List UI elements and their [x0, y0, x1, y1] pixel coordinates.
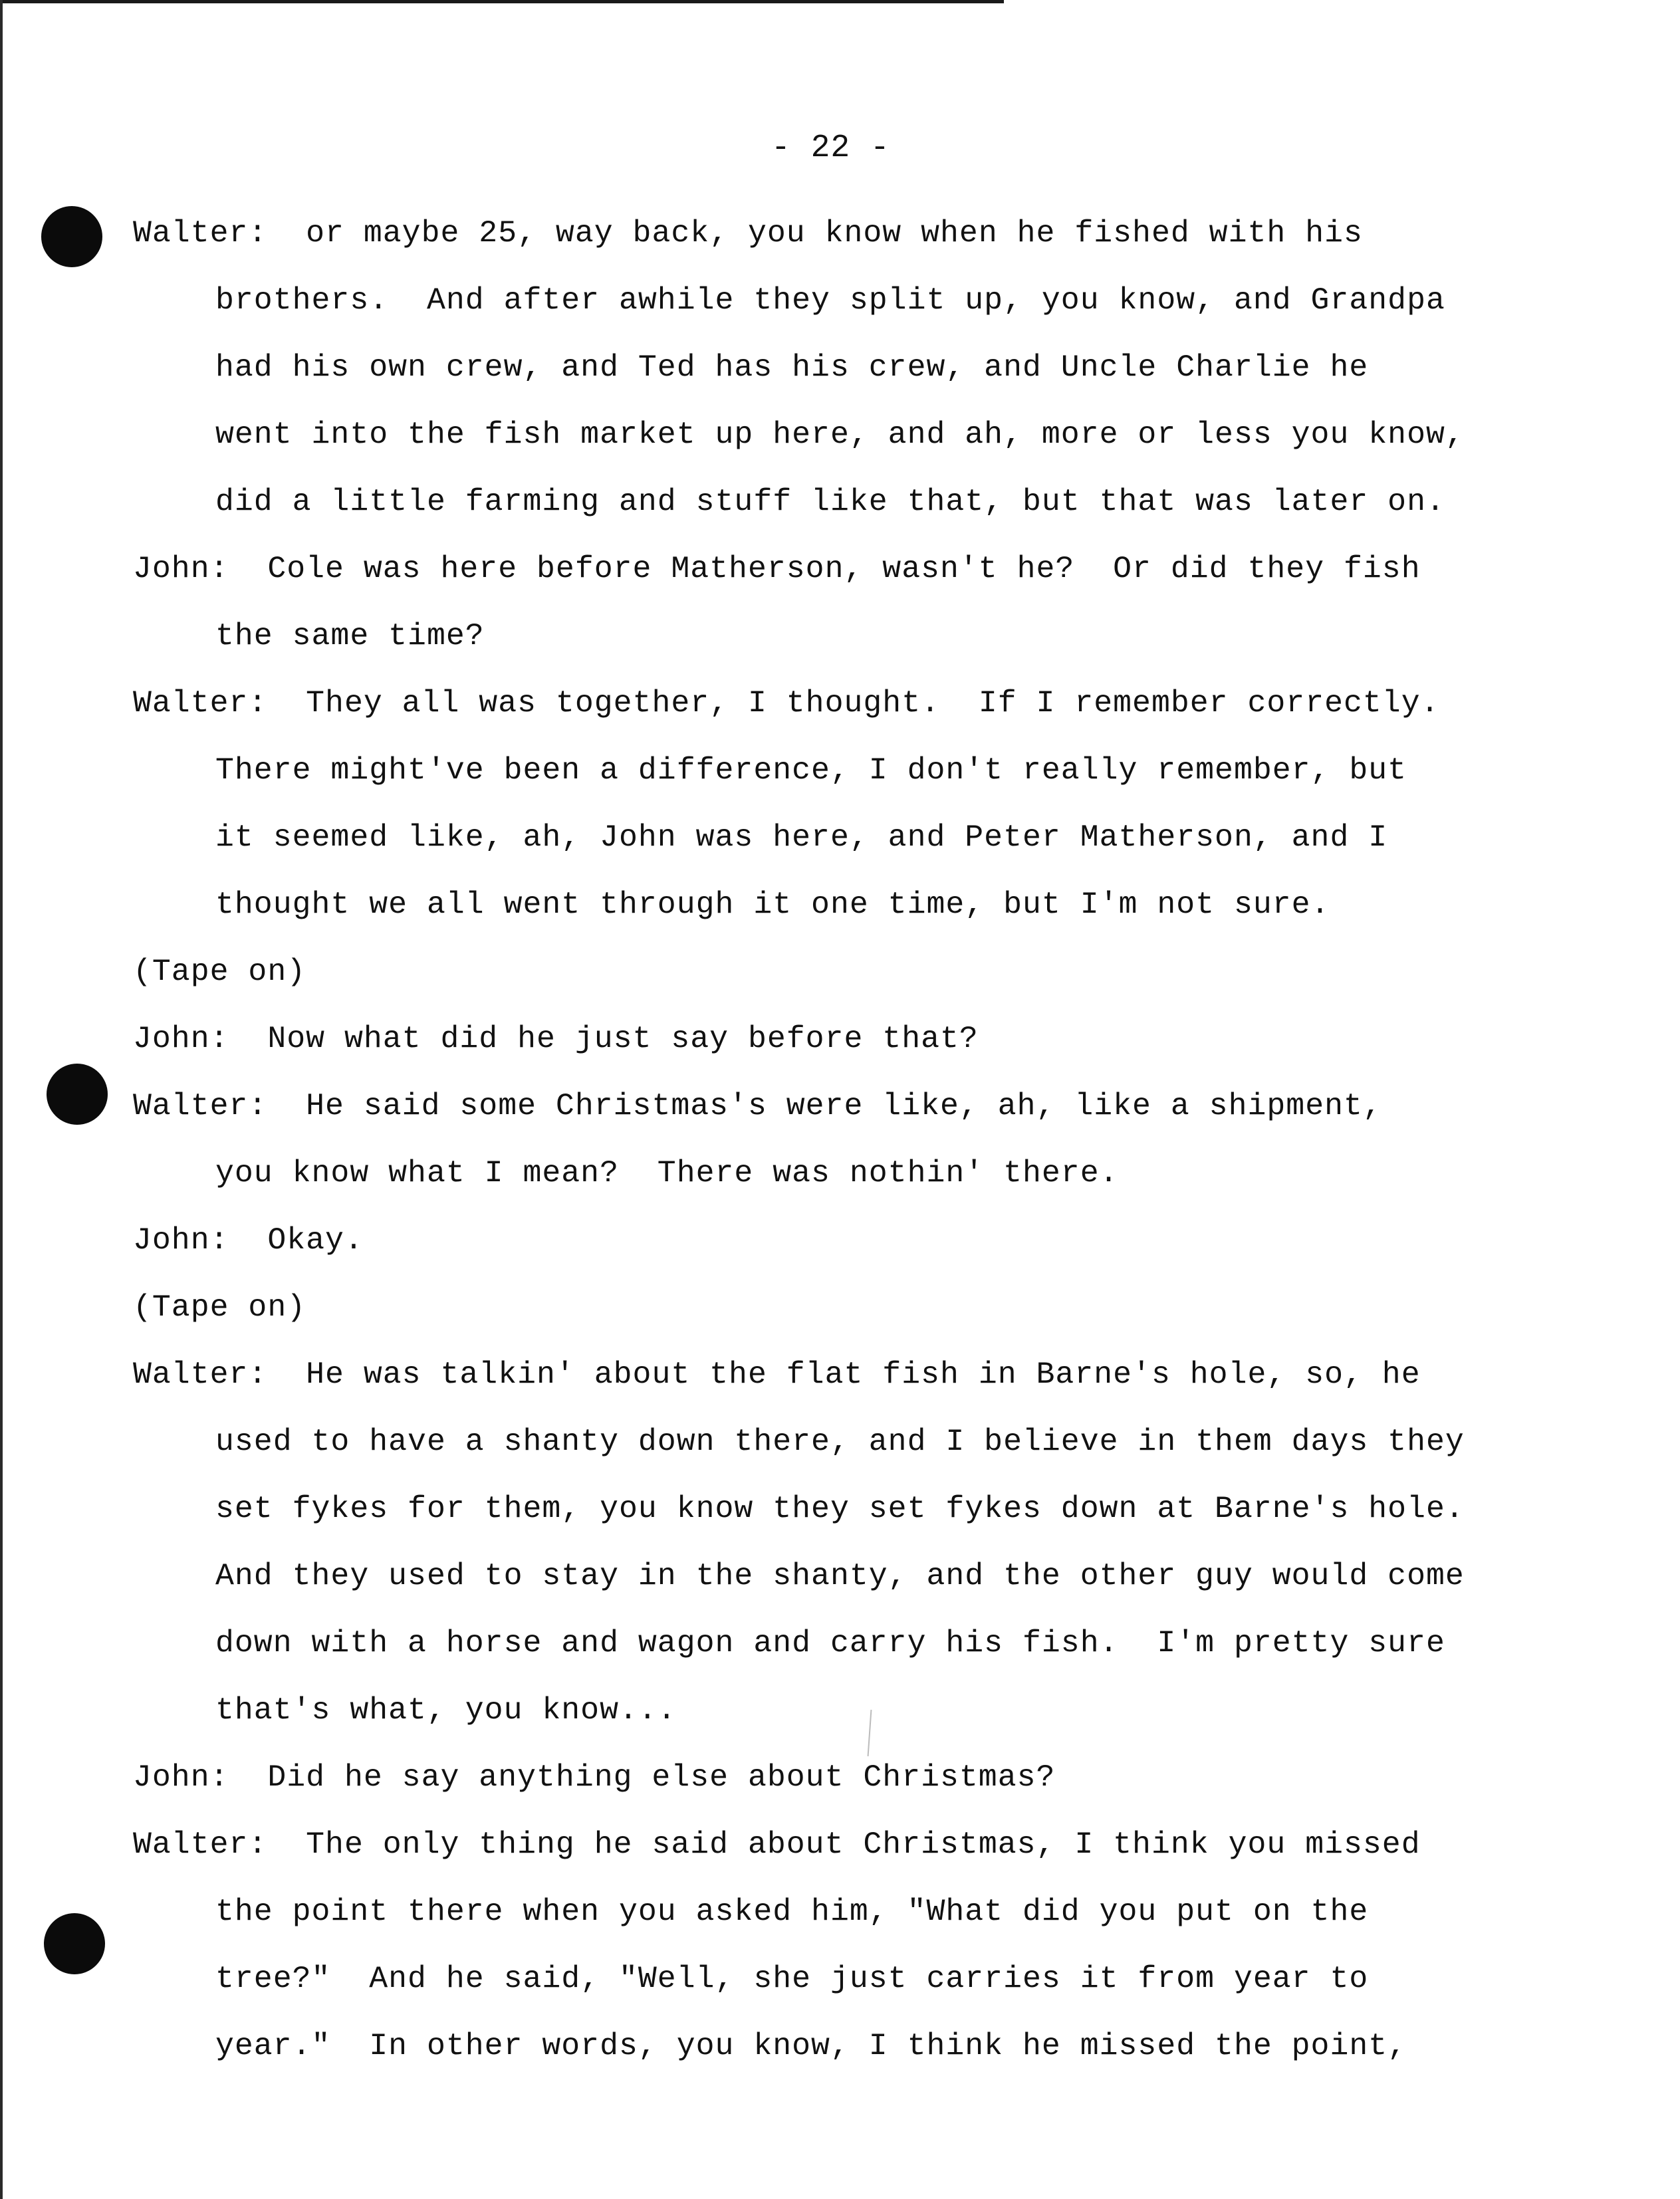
- speaker-label: Walter:: [133, 685, 268, 721]
- speaker-label: John:: [133, 551, 229, 586]
- dialogue-text: set fykes for them, you know they set fykes down at Barne's hole.: [215, 1491, 1465, 1526]
- entry-continuation-line: [133, 737, 1582, 804]
- entry-first-line: [133, 669, 1582, 737]
- transcript-entry: [133, 1744, 1582, 1811]
- dialogue-text: used to have a shanty down there, and I believe in them days they: [215, 1424, 1465, 1459]
- transcript-body: [133, 199, 1582, 2079]
- dialogue-text: that's what, you know...: [215, 1692, 677, 1728]
- entry-first-line: [133, 1072, 1582, 1139]
- transcript-entry: [133, 535, 1582, 669]
- transcript-entry: [133, 1005, 1582, 1072]
- entry-continuation-line: [133, 1408, 1582, 1475]
- entry-first-line: [133, 1744, 1582, 1811]
- dialogue-text: He said some Christmas's were like, ah, like a shipment,: [306, 1088, 1382, 1123]
- entry-continuation-line: [133, 1609, 1582, 1677]
- entry-continuation-line: [133, 401, 1582, 468]
- dialogue-text: Did he say anything else about Christmas?: [267, 1760, 1056, 1795]
- entry-first-line: [133, 1005, 1582, 1072]
- entry-continuation-line: [133, 602, 1582, 669]
- entry-continuation-line: [133, 871, 1582, 938]
- entry-continuation-line: [133, 334, 1582, 401]
- dialogue-text: the same time?: [215, 618, 485, 653]
- dialogue-text: year." In other words, you know, I think he missed the point,: [215, 2028, 1407, 2063]
- entry-continuation-line: [133, 1139, 1582, 1207]
- dialogue-text: tree?" And he said, "Well, she just carries it from year to: [215, 1961, 1369, 1996]
- dialogue-text: brothers. And after awhile they split up, you know, and Grandpa: [215, 283, 1445, 318]
- speaker-gap: [267, 1088, 306, 1123]
- speaker-label: Walter:: [133, 1357, 268, 1392]
- entry-first-line: [133, 1811, 1582, 1878]
- binder-hole-top: [41, 206, 102, 267]
- scan-left-edge: [0, 0, 3, 2199]
- transcript-entry: [133, 1274, 1582, 1341]
- dialogue-text: it seemed like, ah, John was here, and Peter Matherson, and I: [215, 820, 1388, 855]
- dialogue-text: The only thing he said about Christmas, I think you missed: [306, 1827, 1421, 1862]
- dialogue-text: They all was together, I thought. If I remember correctly.: [306, 685, 1440, 721]
- dialogue-text: went into the fish market up here, and ah, more or less you know,: [215, 417, 1465, 452]
- entry-continuation-line: [133, 267, 1582, 334]
- speaker-label: Walter:: [133, 215, 268, 251]
- speaker-gap: [267, 215, 306, 251]
- dialogue-text: And they used to stay in the shanty, and the other guy would come: [215, 1558, 1465, 1593]
- speaker-label: John:: [133, 1760, 229, 1795]
- speaker-gap: [229, 1021, 268, 1056]
- speaker-gap: [229, 1760, 268, 1795]
- transcript-entry: [133, 1207, 1582, 1274]
- dialogue-text: (Tape on): [133, 954, 306, 989]
- entry-first-line: [133, 1341, 1582, 1408]
- speaker-gap: [229, 1222, 268, 1258]
- dialogue-text: thought we all went through it one time, but I'm not sure.: [215, 887, 1330, 922]
- entry-continuation-line: [133, 1475, 1582, 1542]
- dialogue-text: There might've been a difference, I don't really remember, but: [215, 752, 1407, 788]
- speaker-label: Walter:: [133, 1827, 268, 1862]
- speaker-label: John:: [133, 1222, 229, 1258]
- dialogue-text: had his own crew, and Ted has his crew, and Uncle Charlie he: [215, 350, 1369, 385]
- entry-first-line: [133, 535, 1582, 602]
- dialogue-text: did a little farming and stuff like that, but that was later on.: [215, 484, 1445, 519]
- transcript-entry: [133, 1341, 1582, 1744]
- speaker-gap: [267, 685, 306, 721]
- dialogue-text: or maybe 25, way back, you know when he fished with his: [306, 215, 1363, 251]
- dialogue-text: He was talkin' about the flat fish in Barne's hole, so, he: [306, 1357, 1421, 1392]
- page-number: - 22 -: [771, 130, 890, 166]
- transcript-entry: [133, 199, 1582, 535]
- dialogue-text: (Tape on): [133, 1290, 306, 1325]
- speaker-gap: [267, 1827, 306, 1862]
- entry-continuation-line: [133, 804, 1582, 871]
- entry-continuation-line: [133, 1677, 1582, 1744]
- binder-hole-middle: [47, 1064, 108, 1125]
- transcript-entry: [133, 669, 1582, 938]
- entry-continuation-line: [133, 1542, 1582, 1609]
- dialogue-text: Okay.: [267, 1222, 364, 1258]
- entry-first-line: [133, 1274, 1582, 1341]
- entry-first-line: [133, 1207, 1582, 1274]
- speaker-gap: [267, 1357, 306, 1392]
- dialogue-text: you know what I mean? There was nothin' there.: [215, 1155, 1119, 1191]
- binder-hole-bottom: [44, 1913, 105, 1974]
- entry-continuation-line: [133, 1878, 1582, 1945]
- entry-continuation-line: [133, 2012, 1582, 2079]
- transcript-entry: [133, 938, 1582, 1005]
- entry-continuation-line: [133, 468, 1582, 535]
- entry-first-line: [133, 199, 1582, 267]
- dialogue-text: Cole was here before Matherson, wasn't he? Or did they fish: [267, 551, 1421, 586]
- transcript-entry: [133, 1811, 1582, 2079]
- dialogue-text: the point there when you asked him, "What did you put on the: [215, 1894, 1369, 1929]
- scan-top-edge: [0, 0, 1004, 3]
- entry-first-line: [133, 938, 1582, 1005]
- dialogue-text: down with a horse and wagon and carry his fish. I'm pretty sure: [215, 1625, 1445, 1661]
- speaker-gap: [229, 551, 268, 586]
- entry-continuation-line: [133, 1945, 1582, 2012]
- speaker-label: John:: [133, 1021, 229, 1056]
- speaker-label: Walter:: [133, 1088, 268, 1123]
- transcript-entry: [133, 1072, 1582, 1207]
- dialogue-text: Now what did he just say before that?: [267, 1021, 979, 1056]
